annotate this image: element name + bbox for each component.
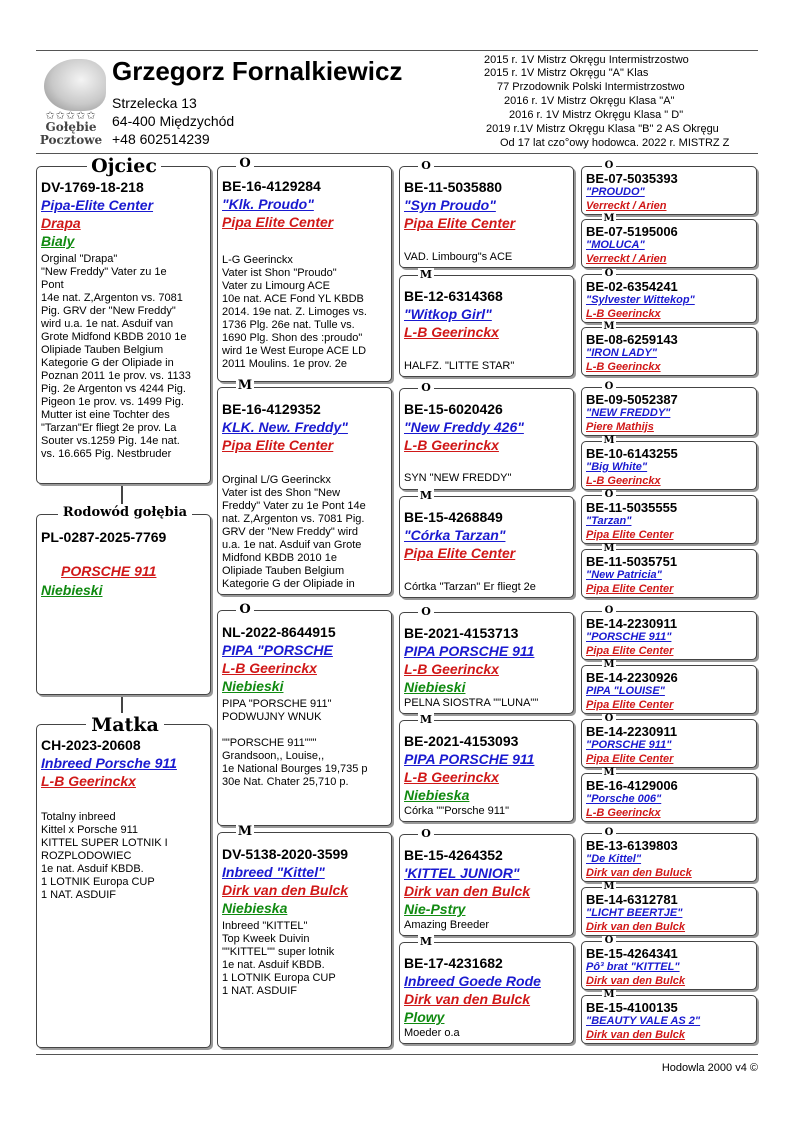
gen3-name: PIPA PORSCHE 911 xyxy=(404,751,535,767)
gen4-ring: BE-07-5035393 xyxy=(586,171,678,186)
gen4-breeder: Verreckt / Arien xyxy=(586,253,667,265)
gen4-name: "LICHT BEERTJE" xyxy=(586,907,683,919)
gen3-name: "Witkop Girl" xyxy=(404,306,492,322)
gen3-breeder: L-B Geerinckx xyxy=(404,324,499,340)
gen3-sex-label: M xyxy=(419,268,433,281)
gen3-card[interactable] xyxy=(399,388,574,490)
gen2-name: Inbreed "Kittel" xyxy=(222,864,325,880)
logo-stars: ✩✩✩✩✩ xyxy=(45,110,97,122)
gen3-breeder: L-B Geerinckx xyxy=(404,661,499,677)
gen4-name: "PROUDO" xyxy=(586,186,645,198)
gen4-ring: BE-14-6312781 xyxy=(586,892,678,907)
gen4-card[interactable] xyxy=(581,387,757,436)
owner-phone: +48 602514239 xyxy=(112,131,210,147)
gen3-description: Amazing Breeder xyxy=(404,919,489,931)
gen2-sex-label: M xyxy=(237,378,253,393)
gen2-description: Orginal L/G Geerinckx Vater ist des Shon "New Freddy" Vater zu 1e Pont 14e nat. Z,Argenton vs. 7081 Pig. GRV der "New Freddy" wird u.a. 1e nat. Asduif van Grote Midfond KBDB 2010 1e Olipiade Tauben Belgium Kategorie G der Olipiade in xyxy=(222,474,366,590)
gen3-sex-label: O xyxy=(418,605,434,619)
gen3-description: SYN "NEW FREDDY" xyxy=(404,472,512,484)
gen4-ring: BE-15-4264341 xyxy=(586,946,678,961)
gen4-card[interactable] xyxy=(581,441,757,490)
gen3-description: Córka ""Porsche 911" xyxy=(404,805,510,817)
subject-color: Niebieski xyxy=(41,582,103,598)
gen4-name: "Tarzan" xyxy=(586,515,632,527)
gen4-sex-label: M xyxy=(603,321,615,332)
gen4-sex-label: M xyxy=(603,767,615,778)
gen4-breeder: Pipa Elite Center xyxy=(586,529,674,541)
gen2-breeder: Pipa Elite Center xyxy=(222,214,334,230)
footer-rule xyxy=(36,1054,758,1055)
logo-text xyxy=(36,121,106,147)
gen4-name: Pô³ brat "KITTEL" xyxy=(586,961,680,973)
subject-name: PORSCHE 911 xyxy=(61,563,157,579)
achievement-line: 2016 r. 1V Mistrz Okręgu Klasa " D" xyxy=(509,109,684,121)
gen3-description: VAD. Limbourg"s ACE xyxy=(404,251,513,263)
gen4-ring: BE-14-2230911 xyxy=(586,724,678,739)
gen4-breeder: Pipa Elite Center xyxy=(586,645,674,657)
gen4-card[interactable] xyxy=(581,887,757,936)
gen2-breeder: Dirk van den Bulck xyxy=(222,882,349,898)
gen3-name: "New Freddy 426" xyxy=(404,419,524,435)
gen2-description: PIPA "PORSCHE 911" PODWUJNY WNUK ""PORSCHE 911""" Grandsoon,, Louise,, 1e National Bourges 19,735 p 30e Nat. Chater 25,710 p. xyxy=(222,698,368,788)
gen4-breeder: Dirk van den Buluck xyxy=(586,867,692,879)
gen3-breeder: Pipa Elite Center xyxy=(404,545,516,561)
footer-credit: Hodowla 2000 v4 © xyxy=(661,1062,758,1074)
gen4-card[interactable] xyxy=(581,495,757,544)
logo-line1: Gołębie xyxy=(45,120,97,134)
gen3-breeder: Pipa Elite Center xyxy=(404,215,516,231)
gen4-breeder: Pipa Elite Center xyxy=(586,699,674,711)
gen2-sex-label: M xyxy=(237,824,253,839)
father-ring: DV-1769-18-218 xyxy=(41,179,144,195)
gen2-card-father-father[interactable] xyxy=(217,166,392,382)
gen3-ring: BE-15-4268849 xyxy=(404,509,503,525)
gen3-sex-label: M xyxy=(419,489,433,502)
father-color: Bialy xyxy=(41,233,75,249)
owner-street: Strzelecka 13 xyxy=(112,95,197,111)
gen2-description: Inbreed "KITTEL" Top Kweek Duivin ""KITTEL"" super lotnik 1e nat. Asduif KBDB. 1 LOTNIK Europa CUP 1 NAT. ASDUIF xyxy=(222,920,336,997)
gen4-sex-label: M xyxy=(603,543,615,554)
gen4-ring: BE-07-5195006 xyxy=(586,224,678,239)
gen3-card[interactable] xyxy=(399,720,574,822)
gen4-name: "PORSCHE 911" xyxy=(586,631,672,643)
gen3-sex-label: O xyxy=(418,159,434,173)
gen3-name: 'KITTEL JUNIOR" xyxy=(404,865,520,881)
mother-name: Inbreed Porsche 911 xyxy=(41,755,177,771)
logo-line2: Pocztowe xyxy=(39,133,103,147)
gen3-sex-label: O xyxy=(418,827,434,841)
gen4-name: "IRON LADY" xyxy=(586,347,657,359)
gen4-card[interactable] xyxy=(581,719,757,768)
father-label: Ojciec xyxy=(87,154,161,178)
owner-city: 64-400 Międzychód xyxy=(112,113,235,129)
header-top-rule xyxy=(36,50,758,51)
gen4-ring: BE-11-5035751 xyxy=(586,554,678,569)
gen2-name: KLK. New. Freddy" xyxy=(222,419,348,435)
gen3-name: "Córka Tarzan" xyxy=(404,527,506,543)
gen4-ring: BE-15-4100135 xyxy=(586,1000,678,1015)
gen3-breeder: Dirk van den Bulck xyxy=(404,883,531,899)
gen4-name: "NEW FREDDY" xyxy=(586,407,671,419)
gen2-color: Niebieski xyxy=(222,678,284,694)
gen3-breeder: Dirk van den Bulck xyxy=(404,991,531,1007)
gen4-breeder: Pipa Elite Center xyxy=(586,753,674,765)
gen2-color: Niebieska xyxy=(222,900,288,916)
gen4-ring: BE-08-6259143 xyxy=(586,332,678,347)
achievement-line: 2015 r. 1V Mistrz Okręgu "A" Klas xyxy=(484,67,649,79)
gen3-sex-label: M xyxy=(419,935,433,948)
achievement-line: 2016 r. 1V Mistrz Okręgu Klasa "A" xyxy=(504,95,675,107)
gen3-description: Moeder o.a xyxy=(404,1027,460,1039)
gen4-ring: BE-09-5052387 xyxy=(586,392,678,407)
gen3-sex-label: M xyxy=(419,713,433,726)
gen3-breeder: L-B Geerinckx xyxy=(404,769,499,785)
gen3-card[interactable] xyxy=(399,942,574,1044)
gen4-sex-label: M xyxy=(603,881,615,892)
gen4-ring: BE-02-6354241 xyxy=(586,279,678,294)
father-breeder: Drapa xyxy=(41,215,81,231)
gen4-sex-label: O xyxy=(602,382,616,392)
father-card[interactable] xyxy=(36,166,211,484)
gen2-ring: DV-5138-2020-3599 xyxy=(222,846,349,862)
gen4-name: "Sylvester Wittekop" xyxy=(586,294,695,306)
gen2-card-father-mother[interactable] xyxy=(217,387,392,595)
gen4-sex-label: O xyxy=(602,269,616,279)
gen2-ring: BE-16-4129284 xyxy=(222,178,321,194)
gen3-ring: BE-17-4231682 xyxy=(404,955,503,971)
gen3-name: PIPA PORSCHE 911 xyxy=(404,643,535,659)
gen4-ring: BE-14-2230911 xyxy=(586,616,678,631)
gen4-breeder: Dirk van den Bulck xyxy=(586,975,686,987)
gen2-breeder: Pipa Elite Center xyxy=(222,437,334,453)
gen3-card[interactable] xyxy=(399,166,574,268)
gen4-card[interactable] xyxy=(581,833,757,882)
gen4-breeder: L-B Geerinckx xyxy=(586,475,661,487)
gen4-name: "MOLUCA" xyxy=(586,239,645,251)
gen2-card-mother-mother[interactable] xyxy=(217,832,392,1048)
owner-name: Grzegorz Fornalkiewicz xyxy=(112,56,403,86)
gen3-sex-label: O xyxy=(418,381,434,395)
gen4-breeder: Verreckt / Arien xyxy=(586,200,667,212)
gen3-breeder: L-B Geerinckx xyxy=(404,437,499,453)
gen4-breeder: Dirk van den Bulck xyxy=(586,921,686,933)
gen3-ring: BE-11-5035880 xyxy=(404,179,503,195)
gen4-sex-label: O xyxy=(602,490,616,500)
gen2-ring: NL-2022-8644915 xyxy=(222,624,336,640)
gen3-card[interactable] xyxy=(399,834,574,936)
gen3-ring: BE-12-6314368 xyxy=(404,288,503,304)
gen3-ring: BE-2021-4153713 xyxy=(404,625,519,641)
gen4-sex-label: M xyxy=(603,213,615,224)
gen4-ring: BE-10-6143255 xyxy=(586,446,678,461)
gen4-card[interactable] xyxy=(581,327,757,376)
gen3-description: HALFZ. "LITTE STAR" xyxy=(404,360,515,372)
gen4-sex-label: O xyxy=(602,828,616,838)
gen2-ring: BE-16-4129352 xyxy=(222,401,321,417)
father-connector xyxy=(121,484,123,506)
mother-ring: CH-2023-20608 xyxy=(41,737,141,753)
gen4-sex-label: M xyxy=(603,435,615,446)
mother-breeder: L-B Geerinckx xyxy=(41,773,136,789)
subject-ring: PL-0287-2025-7769 xyxy=(41,529,167,545)
gen4-card[interactable] xyxy=(581,274,757,323)
gen4-sex-label: O xyxy=(602,161,616,171)
achievement-line: 77 Przodownik Polski Intermistrzostwo xyxy=(497,81,685,93)
gen2-breeder: L-B Geerinckx xyxy=(222,660,317,676)
gen4-ring: BE-13-6139803 xyxy=(586,838,678,853)
mother-card[interactable] xyxy=(36,724,211,1048)
mother-description: Totalny inbreed Kittel x Porsche 911 KITTEL SUPER LOTNIK I ROZPLODOWIEC 1e nat. Asduif KBDB. 1 LOTNIK Europa CUP 1 NAT. ASDUIF xyxy=(41,811,168,901)
gen4-name: "BEAUTY VALE AS 2" xyxy=(586,1015,701,1027)
subject-card[interactable] xyxy=(36,514,211,695)
gen3-card[interactable] xyxy=(399,275,574,377)
pigeon-head-icon xyxy=(44,59,106,111)
gen4-name: "De Kittel" xyxy=(586,853,642,865)
gen2-sex-label: O xyxy=(236,602,254,618)
gen4-breeder: Pipa Elite Center xyxy=(586,583,674,595)
gen3-color: Niebieska xyxy=(404,787,470,803)
gen3-ring: BE-15-4264352 xyxy=(404,847,503,863)
gen3-ring: BE-15-6020426 xyxy=(404,401,503,417)
gen4-sex-label: M xyxy=(603,989,615,1000)
gen4-card[interactable] xyxy=(581,611,757,660)
father-description: Orginal "Drapa" "New Freddy" Vater zu 1e Pont 14e nat. Z,Argenton vs. 7081 Pig. GRV der "New Freddy" wird u.a. 1e nat. Asduif van Grote Midfond KBDB 2010 1e Olipiade Tauben Belgium Kategorie G der Olipiade in Poznan 2011 1e prov. vs. 1133 Pig. 2e Argenton vs 4244 Pig. Pigeon 1e prov. vs. 1499 Pig. Mutter ist eine Tochter des "Tarzan"Er fliegt 2e prov. La Souter vs.1259 Pig. 14e nat. vs. 16.665 Pig. Nestbruder xyxy=(41,253,191,460)
achievement-line: 2019 r.1V Mistrz Okręgu Klasa "B" 2 AS Okręgu xyxy=(486,123,719,135)
gen4-card[interactable] xyxy=(581,773,757,822)
gen3-color: Nie-Pstry xyxy=(404,901,466,917)
achievement-line: Od 17 lat czo°owy hodowca. 2022 r. MISTRZ Z xyxy=(500,137,730,149)
gen4-name: "New Patricia" xyxy=(586,569,662,581)
gen4-ring: BE-11-5035555 xyxy=(586,500,678,515)
mother-label: Matka xyxy=(86,713,164,737)
gen2-name: PIPA "PORSCHE xyxy=(222,642,333,658)
achievement-line: 2015 r. 1V Mistrz Okręgu Intermistrzostwo xyxy=(484,54,689,66)
gen3-name: "Syn Proudo" xyxy=(404,197,496,213)
gen4-sex-label: O xyxy=(602,714,616,724)
gen3-color: Niebieski xyxy=(404,679,466,695)
gen4-ring: BE-14-2230926 xyxy=(586,670,678,685)
gen4-card[interactable] xyxy=(581,549,757,598)
gen4-card[interactable] xyxy=(581,665,757,714)
gen4-card[interactable] xyxy=(581,219,757,268)
gen3-name: Inbreed Goede Rode xyxy=(404,973,541,989)
gen3-card[interactable] xyxy=(399,496,574,598)
gen3-card[interactable] xyxy=(399,612,574,714)
gen4-breeder: Piere Mathijs xyxy=(586,421,654,433)
gen4-name: "Big White" xyxy=(586,461,648,473)
gen3-ring: BE-2021-4153093 xyxy=(404,733,519,749)
gen4-card[interactable] xyxy=(581,166,757,215)
gen4-breeder: L-B Geerinckx xyxy=(586,361,661,373)
gen4-sex-label: O xyxy=(602,606,616,616)
gen4-card[interactable] xyxy=(581,941,757,990)
gen4-breeder: L-B Geerinckx xyxy=(586,308,661,320)
gen3-description: PELNA SIOSTRA ""LUNA"" xyxy=(404,697,539,709)
gen4-sex-label: M xyxy=(603,659,615,670)
gen4-breeder: L-B Geerinckx xyxy=(586,807,661,819)
father-name: Pipa-Elite Center xyxy=(41,197,154,213)
gen4-ring: BE-16-4129006 xyxy=(586,778,678,793)
gen2-card-mother-father[interactable] xyxy=(217,610,392,826)
gen4-name: PIPA "LOUISE" xyxy=(586,685,665,697)
gen4-name: "Porsche 006" xyxy=(586,793,662,805)
gen3-color: Plowy xyxy=(404,1009,445,1025)
pedigree-label: Rodowód gołębia xyxy=(58,504,192,522)
gen2-description: L-G Geerinckx Vater ist Shon "Proudo" Vater zu Limourg ACE 10e nat. ACE Fond YL KBDB 2014. 19e nat. Z. Limoges vs. 1736 Plg. 26e nat. Tulle vs. 1690 Plg. Shon des :proudo" wird 1e West Europe ACE LD 2011 Moulins. 1e prov. 2e xyxy=(222,254,367,370)
gen4-breeder: Dirk van den Bulck xyxy=(586,1029,686,1041)
pigeon-logo xyxy=(36,57,106,147)
gen4-name: "PORSCHE 911" xyxy=(586,739,672,751)
gen4-card[interactable] xyxy=(581,995,757,1044)
gen2-sex-label: O xyxy=(236,156,254,172)
gen2-name: "Klk. Proudo" xyxy=(222,196,314,212)
gen3-description: Córtka "Tarzan" Er fliegt 2e xyxy=(404,581,536,593)
gen4-sex-label: O xyxy=(602,936,616,946)
